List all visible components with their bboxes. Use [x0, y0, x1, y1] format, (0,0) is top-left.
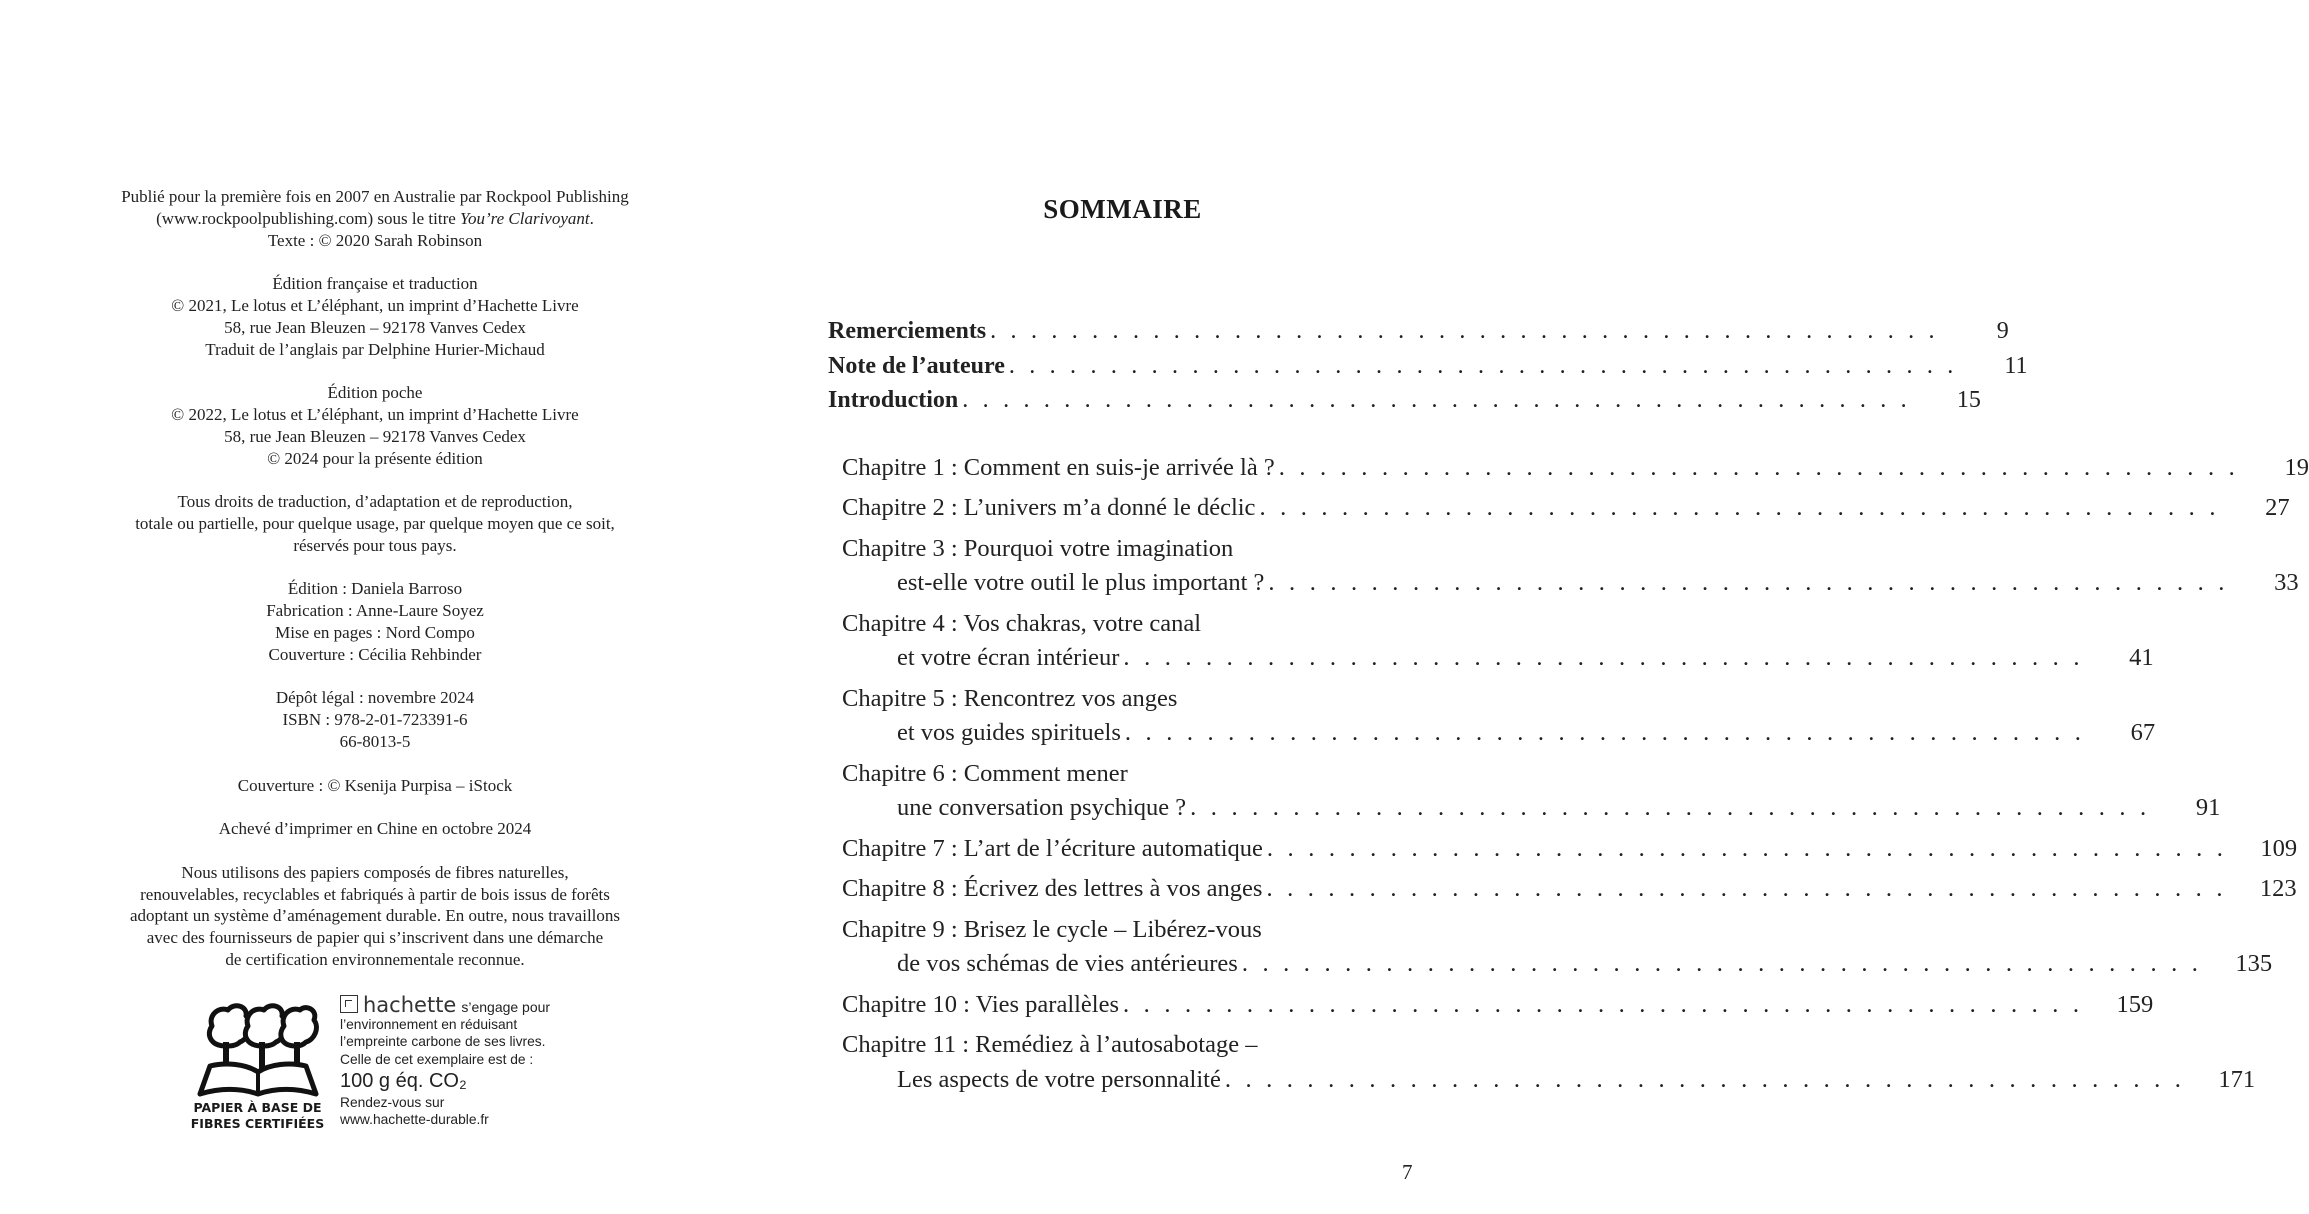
- credit-line: Mise en pages : Nord Compo: [275, 622, 475, 642]
- carbon-footprint-notice: hachette s’engage pour l’environnement en réduisant l’empreinte carbone de ses livres. Celle de cet exemplaire est de : 100 g éq. CO₂ Rendez-vous sur www.hachette-durable.fr: [340, 994, 570, 1128]
- toc-entry-introduction[interactable]: [828, 387, 1981, 422]
- printing-info: [60, 818, 690, 840]
- credit-line: Couverture : Cécilia Rehbinder: [268, 644, 482, 664]
- chapter-title-line: [842, 760, 1414, 795]
- certified-paper-caption: PAPIER À BASE DE FIBRES CERTIFIÉES: [190, 1100, 325, 1131]
- toc-chapter-8[interactable]: [842, 875, 2297, 910]
- dot-leader: . . . . . . . . . . . . . . . . . . . . . . . . . . . . . . . . . . . . . . . . . . . . . . .: [1224, 1065, 2186, 1093]
- dot-leader: . . . . . . . . . . . . . . . . . . . . . . . . . . . . . . . . . . . . . . . . . . . . . . .: [1241, 950, 2203, 977]
- table-of-contents: [828, 318, 2309, 1106]
- chapter-title-line: [842, 1031, 1414, 1066]
- dot-leader: . . . . . . . . . . . . . . . . . . . . . . . . . . . . . . . . . . . . . . . . . . . . . . .: [1278, 453, 2239, 481]
- chapter-title-line: [842, 610, 1414, 645]
- page-number: 7: [1402, 1160, 1413, 1184]
- chapter-page-number: 33: [2274, 569, 2299, 596]
- chapter-entry-line: [842, 569, 2299, 604]
- chapter-title-line: [842, 916, 1414, 951]
- legal-line: 66-8013-5: [339, 731, 411, 751]
- dot-leader: . . . . . . . . . . . . . . . . . . . . . . . . . . . . . . . . . . . . . . . . . . . . . . .: [1190, 794, 2151, 821]
- chapter-entry-line: [842, 453, 2309, 489]
- hachette-logo-icon: [340, 995, 358, 1013]
- certified-paper-logo: [190, 990, 325, 1135]
- chapter-title: Chapitre 2 : L’univers m’a donné le déclic: [842, 494, 1256, 521]
- chapter-page-number: 135: [2235, 950, 2273, 977]
- paper-line: adoptant un système d’aménagement durable. En outre, nous travaillons: [129, 906, 621, 926]
- toc-chapter-6[interactable]: [842, 759, 2221, 829]
- toc-chapter-1[interactable]: [842, 453, 2309, 489]
- chapter-title: Chapitre 1 : Comment en suis-je arrivée là ?: [842, 453, 1275, 481]
- chapter-page-number: 159: [2116, 990, 2154, 1018]
- credits: [60, 578, 690, 665]
- dot-leader: . . . . . . . . . . . . . . . . . . . . . . . . . . . . . . . . . . . . . . . . . . . . . . .: [1259, 494, 2220, 521]
- edition-line: Traduit de l’anglais par Delphine Hurier-Michaud: [205, 339, 545, 359]
- paper-line: de certification environnementale reconnue.: [225, 949, 525, 969]
- toc-chapter-2[interactable]: [842, 494, 2290, 529]
- printing-line: Achevé d’imprimer en Chine en octobre 2024: [218, 819, 532, 839]
- chapter-title-line: [842, 535, 1414, 570]
- edition-line: 58, rue Jean Bleuzen – 92178 Vanves Cedex: [224, 317, 526, 337]
- edition-line: Édition française et traduction: [272, 274, 478, 294]
- publication-info: [60, 186, 690, 251]
- chapter-title: Chapitre 6 : Comment mener: [842, 759, 1128, 787]
- toc-page-number: 15: [1956, 387, 1981, 413]
- dot-leader: . . . . . . . . . . . . . . . . . . . . . . . . . . . . . . . . . . . . . . . . . . . . . . .: [990, 318, 1939, 344]
- chapter-entry-line: [842, 1065, 2256, 1101]
- hachette-brand-row: hachette s’engage pour: [340, 994, 570, 1016]
- chapter-title-line: [842, 685, 1414, 720]
- toc-chapter-9[interactable]: [842, 915, 2273, 985]
- chapter-page-number: 109: [2260, 834, 2298, 862]
- chapter-page-number: 27: [2265, 494, 2290, 521]
- edition-line: Édition poche: [327, 383, 423, 403]
- toc-chapter-4[interactable]: [842, 609, 2154, 679]
- dot-leader: . . . . . . . . . . . . . . . . . . . . . . . . . . . . . . . . . . . . . . . . . . . . . . .: [1266, 834, 2228, 862]
- toc-title: SOMMAIRE: [1043, 194, 1202, 224]
- edition-line: © 2021, Le lotus et L’éléphant, un imprint d’Hachette Livre: [171, 295, 579, 315]
- chapter-title: Chapitre 5 : Rencontrez vos anges: [842, 684, 1178, 712]
- chapter-title-continuation: est-elle votre outil le plus important ?: [897, 569, 1265, 596]
- french-edition-info: [60, 273, 690, 360]
- toc-chapter-5[interactable]: [842, 684, 2156, 754]
- chapter-title: Chapitre 11 : Remédiez à l’autosabotage –: [842, 1031, 1258, 1058]
- chapter-title: Chapitre 9 : Brisez le cycle – Libérez-vous: [842, 915, 1262, 943]
- chapter-page-number: 123: [2259, 875, 2297, 902]
- paper-line: Nous utilisons des papiers composés de fibres naturelles,: [181, 862, 569, 882]
- edition-line: © 2024 pour la présente édition: [267, 448, 483, 468]
- hachette-durable-url: www.hachette-durable.fr: [340, 1112, 489, 1128]
- paper-notice: [60, 862, 690, 971]
- publication-line: Texte : © 2020 Sarah Robinson: [267, 230, 483, 250]
- chapter-entry-line: [842, 494, 2290, 529]
- chapter-entry-line: [842, 719, 2156, 754]
- chapter-entry-line: [842, 990, 2154, 1026]
- rights-line: réservés pour tous pays.: [293, 535, 457, 555]
- hachette-brand: hachette: [363, 993, 457, 1017]
- chapter-title: Chapitre 4 : Vos chakras, votre canal: [842, 609, 1202, 637]
- chapter-entry-line: [842, 644, 2154, 679]
- paper-line: renouvelables, recyclables et fabriqués à partir de bois issus de forêts: [140, 884, 610, 904]
- legal-line: Dépôt légal : novembre 2024: [275, 688, 475, 708]
- toc-entry-note-auteure[interactable]: [828, 352, 2028, 388]
- credit-line: Édition : Daniela Barroso: [287, 579, 463, 599]
- chapter-page-number: 171: [2218, 1065, 2256, 1093]
- chapter-entry-line: [842, 794, 2221, 829]
- toc-page-number: 11: [2004, 352, 2028, 379]
- rights-line: Tous droits de traduction, d’adaptation et de reproduction,: [177, 492, 573, 512]
- toc-chapter-11[interactable]: [842, 1031, 2256, 1100]
- eco-label: [190, 990, 570, 1140]
- toc-chapter-3[interactable]: [842, 534, 2299, 604]
- toc-entry-label: Remerciements: [828, 318, 987, 344]
- chapter-page-number: 41: [2129, 644, 2154, 671]
- publication-line: Publié pour la première fois en 2007 en Australie par Rockpool Publishing: [121, 187, 629, 206]
- toc-chapter-10[interactable]: [842, 990, 2154, 1026]
- chapter-title-continuation: Les aspects de votre personnalité: [897, 1065, 1221, 1093]
- chapter-title: Chapitre 10 : Vies parallèles: [842, 990, 1120, 1018]
- chapter-page-number: 67: [2130, 719, 2156, 746]
- chapter-entry-line: [842, 834, 2298, 870]
- copyright-page: [60, 186, 690, 992]
- chapter-page-number: 19: [2284, 453, 2309, 481]
- chapter-list: [842, 453, 2309, 1101]
- dot-leader: . . . . . . . . . . . . . . . . . . . . . . . . . . . . . . . . . . . . . . . . . . . . . . .: [1268, 569, 2229, 596]
- dot-leader: . . . . . . . . . . . . . . . . . . . . . . . . . . . . . . . . . . . . . . . . . . . . . . .: [1124, 719, 2086, 746]
- cover-credit-line: Couverture : © Ksenija Purpisa – iStock: [237, 775, 513, 795]
- legal-deposit: [60, 687, 690, 752]
- chapter-entry-line: [842, 875, 2297, 910]
- dot-leader: . . . . . . . . . . . . . . . . . . . . . . . . . . . . . . . . . . . . . . . . . . . . . . .: [1266, 875, 2227, 902]
- dot-leader: . . . . . . . . . . . . . . . . . . . . . . . . . . . . . . . . . . . . . . . . . . . . . . .: [1123, 644, 2084, 671]
- chapter-title: Chapitre 7 : L’art de l’écriture automatique: [842, 834, 1263, 862]
- cover-credit: [60, 775, 690, 797]
- credit-line: Fabrication : Anne-Laure Soyez: [266, 601, 484, 621]
- edition-line: 58, rue Jean Bleuzen – 92178 Vanves Cedex: [224, 426, 526, 446]
- chapter-title-continuation: de vos schémas de vies antérieures: [897, 950, 1238, 977]
- toc-page-number: 9: [1996, 318, 2009, 344]
- toc-entry-label: Introduction: [828, 387, 959, 413]
- pocket-edition-info: [60, 382, 690, 469]
- chapter-title: Chapitre 8 : Écrivez des lettres à vos anges: [842, 875, 1263, 902]
- chapter-title-continuation: et votre écran intérieur: [897, 644, 1120, 671]
- paper-line: avec des fournisseurs de papier qui s’inscrivent dans une démarche: [146, 928, 604, 948]
- dot-leader: . . . . . . . . . . . . . . . . . . . . . . . . . . . . . . . . . . . . . . . . . . . . . . .: [1008, 352, 1958, 379]
- chapter-page-number: 91: [2195, 794, 2221, 821]
- co2-amount: 100 g éq. CO₂: [340, 1069, 467, 1092]
- chapter-entry-line: [842, 950, 2273, 985]
- dot-leader: . . . . . . . . . . . . . . . . . . . . . . . . . . . . . . . . . . . . . . . . . . . . . . .: [1123, 990, 2084, 1018]
- chapter-title: Chapitre 3 : Pourquoi votre imagination: [842, 534, 1234, 562]
- edition-line: © 2022, Le lotus et L’éléphant, un imprint d’Hachette Livre: [171, 404, 579, 424]
- toc-chapter-7[interactable]: [842, 834, 2298, 870]
- trees-book-icon: [196, 998, 320, 1098]
- isbn: ISBN : 978-2-01-723391-6: [282, 710, 468, 730]
- toc-entry-label: Note de l’auteure: [828, 352, 1005, 379]
- rights-line: totale ou partielle, pour quelque usage, par quelque moyen que ce soit,: [135, 513, 615, 533]
- chapter-title-continuation: une conversation psychique ?: [897, 794, 1187, 821]
- dot-leader: . . . . . . . . . . . . . . . . . . . . . . . . . . . . . . . . . . . . . . . . . . . . . . .: [962, 387, 1911, 413]
- publication-line: (www.rockpoolpublishing.com) sous le titre You’re Clarivoyant.: [156, 208, 594, 228]
- rights-notice: [60, 491, 690, 556]
- toc-entry-remerciements[interactable]: [828, 318, 2009, 353]
- chapter-title-continuation: et vos guides spirituels: [897, 719, 1121, 746]
